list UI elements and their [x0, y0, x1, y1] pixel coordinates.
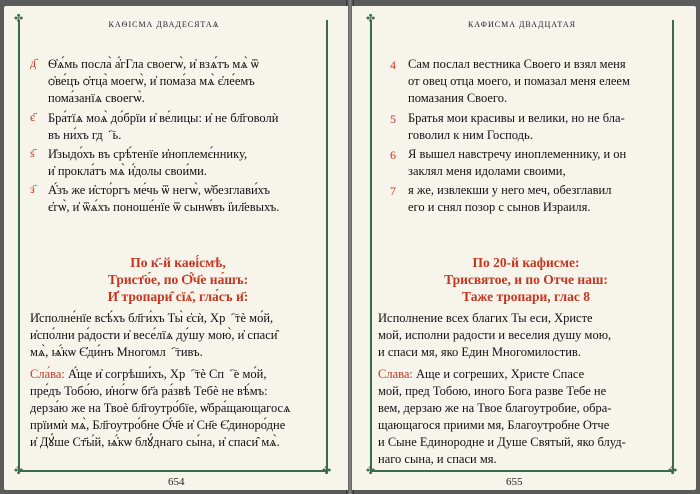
heading-line: И҆ тропари̑ сїѧ̑, гла́съ и҃: [107, 289, 249, 304]
frame-right [672, 20, 674, 472]
verse-line: И҆зыдо́хъ въ срѣ́тенїе и҆ноплемє́ннику, [48, 147, 248, 161]
para-line: мѧ̀, ѩ҆́кѡ Є҆ди́нъ Многомлⷭ҇тивъ. [30, 345, 203, 359]
heading-line: Трист҃о́е, по Ѻ҆́ч҃е на́шъ: [107, 272, 249, 287]
verse-text [408, 110, 672, 144]
para-line: наго сына, и спаси мя. [378, 452, 497, 466]
verse-line: Я вышел навстречу иноплеменнику, и он [408, 147, 627, 161]
verse-line: заклял меня идолами своими, [408, 164, 566, 178]
ornament-icon: ✤ [366, 13, 376, 25]
verse-line: Ѳ҆ѧ́мь посла̀ а҆́гГла своегѡ̀, и҆ взѧ́тъ мѧ̀ ѿ [48, 57, 259, 71]
verse-number: з҃ [30, 182, 35, 196]
verse-line: от овец отца моего, и помазал меня елеем [408, 74, 630, 88]
verse-line: въ ни́хъ гдⷭ҇ь. [48, 128, 122, 142]
ornament-icon: ✤ [14, 465, 24, 477]
para-line: и Сыне Единородне и Душе Святый, яко блуд- [378, 435, 626, 449]
slava-label: Сла́ва: [30, 367, 65, 381]
verse-line: А҆́зъ же и҆сто́ргъ ме́чь ѿ негѡ̀, ѡ҆безглави́хъ [48, 183, 270, 197]
verse-line: пома́занїѧ своегѡ̀. [48, 91, 145, 105]
verse-text [408, 182, 672, 216]
left-page [4, 6, 348, 490]
verse-line: ѻ҆ве́цъ ѻ҆тца̀ моегѡ̀, и҆ пома́за мѧ̀ є҆ле́емъ [48, 74, 255, 88]
running-header: КАѲІСМА ДВАДЕСЯТАѦ [108, 20, 220, 29]
frame-left [370, 20, 372, 470]
verse-line: я же, извлекши у него меч, обезглавил [408, 183, 612, 197]
para-line: щающагося приими мя, Благоутробне Отче [378, 418, 610, 432]
para-line: прїимѝ мѧ̀, Бл҃гоутро́бне Ѻ҆́ч҃е и҆ Сн҃е Є҆диноро́дне [30, 418, 286, 432]
verse-text [408, 146, 672, 180]
section-heading [30, 254, 326, 305]
verse-line: помазания Своего. [408, 91, 508, 105]
verse-number: д҃ [30, 56, 37, 70]
slava-label: Слава: [378, 367, 413, 381]
verse-line: Братья мои красивы и велики, но не бла- [408, 111, 625, 125]
para-line: мой, исполни радости и веселия душу мою, [378, 328, 612, 342]
troparion-1 [378, 310, 668, 361]
heading-line: По к҃-й каѳі́смѣ, [130, 255, 226, 270]
verse-text [48, 56, 324, 107]
verse-number: 4 [390, 58, 396, 72]
para-line: И҆сполне́нїе всѣ́хъ бл҃ги́хъ Ты̀ є҆сѝ, Хрⷭ҇тѐ мо́й, [30, 311, 274, 325]
ornament-icon: ✤ [322, 465, 332, 477]
verse-line: Сам послал вестника Своего и взял меня [408, 57, 626, 71]
frame-right [326, 20, 328, 472]
para-line: и҆ Дꙋ́ше Ст҃ы́й, ѩ҆́кѡ блꙋ́днаго сы́на, и҆ спаси̑ мѧ̀. [30, 435, 280, 449]
page-number: 655 [506, 476, 523, 488]
troparion-2 [30, 366, 322, 451]
verse-number: 5 [390, 112, 396, 126]
para-line: и спаси мя, яко Един Многомилостив. [378, 345, 581, 359]
frame-bottom [370, 470, 674, 472]
verse-line: Бра́тїѧ моѧ̀ до́брїи и҆ ве́лицы: и҆ не бл҃говолѝ [48, 111, 279, 125]
verse-number: ѕ҃ [30, 146, 35, 160]
ornament-icon: ✤ [668, 465, 678, 477]
para-line: мой, пред Тобою, иного Бога разве Тебе не [378, 384, 607, 398]
verse-number: 6 [390, 148, 396, 162]
running-header: КАФИСМА ДВАДЦАТАЯ [468, 20, 576, 29]
para-line: и҆спо́лни ра́дости и҆ весе́лїѧ ду́шу мою̀, и҆ спаси̑ [30, 328, 278, 342]
verse-line: є҆гѡ̀, и҆ ѿѧ́хъ поноше́нїе ѿ сынѡ́въ і҆ил҃евыхъ. [48, 200, 280, 214]
verse-number: 7 [390, 184, 396, 198]
verse-text [48, 110, 324, 144]
verse-text [48, 146, 324, 180]
para-line: Аще и согреших, Христе Спасе [416, 367, 585, 381]
verse-line: и҆ прокла́тъ мѧ̀ и҆́долы свои́ми. [48, 164, 207, 178]
verse-text [48, 182, 324, 216]
heading-line: Таже тропари, глас 8 [462, 289, 590, 304]
ornament-icon: ✤ [366, 465, 376, 477]
para-line: дерза́ю же на Твоѐ бл҃гоутро́бїе, ѡ҆бра́щающагосѧ [30, 401, 291, 415]
heading-line: По 20-й кафисме: [472, 255, 580, 270]
right-page [352, 6, 696, 490]
para-line: пре́дъ Тобо́ю, и҆но́гѡ бг҃а ра́звѣ Тебѐ не вѣ́мъ: [30, 384, 268, 398]
para-line: Исполнение всех благих Ты еси, Христе [378, 311, 593, 325]
verse-line: его и снял позор с сынов Израиля. [408, 200, 591, 214]
ornament-icon: ✤ [14, 13, 24, 25]
page-number: 654 [168, 476, 185, 488]
verse-line: говолил к ним Господь. [408, 128, 533, 142]
verse-number: є҃ [30, 110, 36, 124]
troparion-2 [378, 366, 668, 468]
section-heading [378, 254, 674, 305]
para-line: А҆́ще и҆ согрѣши́хъ, Хрⷭ҇тѐ Спⷭ҇е мо́й, [68, 367, 267, 381]
troparion-1 [30, 310, 322, 361]
para-line: вем, дерзаю же на Твое благоутробие, обра- [378, 401, 612, 415]
verse-text [408, 56, 672, 107]
frame-bottom [18, 470, 328, 472]
heading-line: Трисвятое, и по Отче наш: [444, 272, 608, 287]
frame-left [18, 20, 20, 470]
